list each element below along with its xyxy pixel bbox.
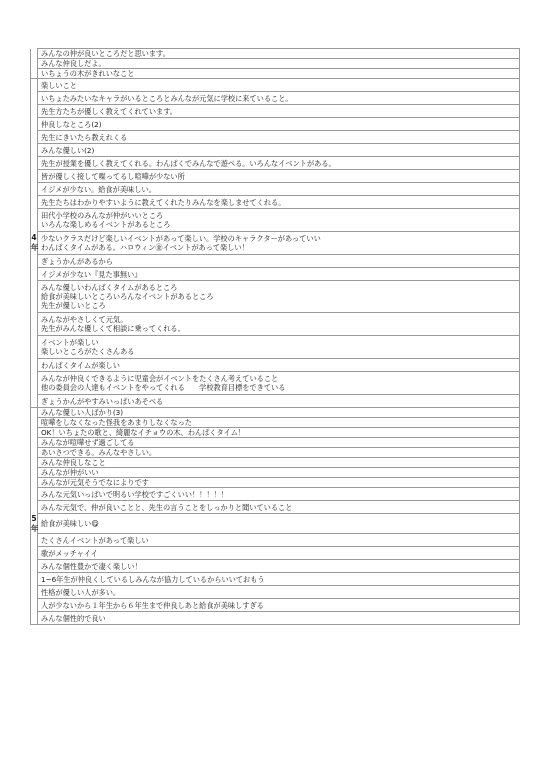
comment-text: いろんな楽しめるイベントがあるところ	[41, 220, 171, 229]
comment-cell	[38, 501, 520, 514]
comment-text: あいさつできる。みんなやさしい。	[41, 448, 157, 457]
table-row	[31, 514, 520, 534]
table-row	[31, 232, 520, 255]
grade-cell	[31, 408, 38, 418]
comment-cell	[38, 418, 520, 428]
table-row	[31, 488, 520, 501]
comment-text: 楽しいこと	[41, 80, 77, 90]
table-row	[31, 448, 520, 458]
comment-text: みんな優しい人ばかり(3)	[41, 408, 124, 417]
grade-cell	[31, 560, 38, 573]
grade-cell	[31, 448, 38, 458]
grade-cell	[31, 418, 38, 428]
survey-table-body	[31, 49, 520, 625]
comment-text: いちょうの木がきれいなこと	[41, 69, 135, 78]
comment-text: イベントが楽しい	[41, 338, 99, 347]
table-row	[31, 599, 520, 612]
comment-text: 1~6年生が仲良くしているしみんなが協力しているからいいておもう	[41, 574, 265, 584]
grade-cell	[31, 468, 38, 478]
comment-cell	[38, 458, 520, 468]
comment-text: みんな個性豊かで凄く楽しい！	[41, 561, 142, 571]
comment-cell	[38, 131, 520, 144]
comment-text: みんながやさしくて元気。	[41, 315, 128, 324]
comment-cell	[38, 586, 520, 599]
grade-cell	[31, 395, 38, 408]
table-row	[31, 468, 520, 478]
table-row	[31, 395, 520, 408]
grade-cell	[31, 599, 38, 612]
comment-text: 少ないクラスだけど楽しいイベントがあって楽しい。学校のキャラクターがあっていい	[41, 234, 321, 243]
comment-cell	[38, 59, 520, 69]
table-row	[31, 359, 520, 372]
comment-text: 楽しいところがたくさんある	[41, 347, 135, 356]
comment-text: 他の委員会の人達もイベントをやってくれる 学校教育目標をできている	[41, 383, 286, 392]
grade-cell	[31, 428, 38, 438]
comment-text: みんな仲良しなこと	[41, 458, 106, 467]
comment-cell	[38, 534, 520, 547]
table-row	[31, 144, 520, 157]
comment-text: 仲良しなところ(2)	[41, 119, 102, 129]
comment-cell	[38, 209, 520, 232]
comment-text: たくさんイベントがあって楽しい	[41, 535, 149, 545]
table-row	[31, 92, 520, 105]
comment-cell	[38, 514, 520, 534]
comment-text: わんぱくタイムがある。ハロウィン㊎イベントがあって楽しい！	[41, 243, 249, 252]
comment-cell	[38, 268, 520, 281]
grade-cell	[31, 438, 38, 448]
grade-cell	[31, 49, 38, 59]
table-row	[31, 118, 520, 131]
table-row	[31, 49, 520, 59]
comment-text: みんなの仲が良いところだと思います。	[41, 49, 170, 58]
comment-text: 喧嘩をしなくなった怪我をあまりしなくなった	[41, 418, 192, 427]
comment-cell	[38, 612, 520, 625]
comment-cell	[38, 438, 520, 448]
table-row	[31, 573, 520, 586]
table-row	[31, 79, 520, 92]
grade-cell	[31, 209, 38, 232]
table-row	[31, 313, 520, 336]
grade-cell	[31, 547, 38, 560]
grade-cell	[31, 92, 38, 105]
table-row	[31, 478, 520, 488]
comment-text: イジメが少ない『見た事無い』	[41, 269, 142, 279]
comment-cell	[38, 183, 520, 196]
survey-table	[30, 48, 520, 625]
comment-text: みんなが仲良くできるように児童会がイベントをたくさん考えていること	[41, 374, 279, 383]
comment-text: 性格が優しい人が多い。	[41, 587, 121, 597]
table-row	[31, 59, 520, 69]
grade-label-grade5	[31, 514, 38, 534]
comment-text: 先生たちはわかりやすいように教えてくれたりみんなを楽しませてくれる。	[41, 197, 286, 207]
comment-cell	[38, 395, 520, 408]
comment-cell	[38, 547, 520, 560]
table-row	[31, 547, 520, 560]
comment-cell	[38, 49, 520, 59]
grade-cell	[31, 183, 38, 196]
table-row	[31, 501, 520, 514]
comment-text: 田代小学校のみんなが仲がいいところ	[41, 211, 164, 220]
comment-cell	[38, 92, 520, 105]
comment-cell	[38, 488, 520, 501]
grade-cell	[31, 612, 38, 625]
grade-suffix: 年	[31, 243, 39, 252]
grade-suffix: 年	[31, 523, 39, 533]
comment-text: みんなが喧嘩せず過ごしてる	[41, 438, 135, 447]
grade-cell	[31, 359, 38, 372]
comment-cell	[38, 448, 520, 458]
table-row	[31, 183, 520, 196]
comment-cell	[38, 69, 520, 79]
comment-cell	[38, 105, 520, 118]
table-row	[31, 612, 520, 625]
grade-cell	[31, 488, 38, 501]
table-row	[31, 560, 520, 573]
comment-text: みんな仲良しだよ。	[41, 59, 106, 68]
table-row	[31, 586, 520, 599]
comment-cell	[38, 336, 520, 359]
table-row	[31, 157, 520, 170]
comment-cell	[38, 281, 520, 313]
comment-text: みんな個性的で良い	[41, 613, 106, 623]
comment-text: 給食が美味しいところいろんなイベントがあるところ	[41, 292, 214, 301]
comment-cell	[38, 255, 520, 268]
grade-cell	[31, 79, 38, 92]
grade-cell	[31, 573, 38, 586]
comment-text: 先生方たちが優しく教えてくれています。	[41, 106, 177, 116]
grade-cell	[31, 105, 38, 118]
grade-cell	[31, 586, 38, 599]
comment-text: わんぱくタイムが楽しい	[41, 360, 120, 370]
grade-cell	[31, 157, 38, 170]
comment-cell	[38, 118, 520, 131]
grade-cell	[31, 501, 38, 514]
comment-text: OK！いちょたの歌と、綺麗なイチョウの木、わんぱくタイム！	[41, 428, 246, 437]
comment-text: 給食が美味しい😋	[41, 519, 99, 528]
table-row	[31, 105, 520, 118]
grade-cell	[31, 144, 38, 157]
grade-cell	[31, 313, 38, 336]
grade-cell	[31, 281, 38, 313]
comment-cell	[38, 560, 520, 573]
comment-cell	[38, 359, 520, 372]
table-row	[31, 196, 520, 209]
comment-cell	[38, 157, 520, 170]
table-row	[31, 170, 520, 183]
table-row	[31, 69, 520, 79]
comment-cell	[38, 79, 520, 92]
comment-cell	[38, 599, 520, 612]
comment-cell	[38, 372, 520, 395]
grade-cell	[31, 372, 38, 395]
grade-cell	[31, 69, 38, 79]
comment-cell	[38, 170, 520, 183]
comment-text: 先生が授業を優しく教えてくれる。わんぱくでみんなで遊べる。いろんなイベントがある。	[41, 158, 336, 168]
grade-cell	[31, 196, 38, 209]
comment-text: いちょたみたいなキャラがいるところとみんなが元気に学校に来ていること。	[41, 93, 293, 103]
comment-text: 先生が優しいところ	[41, 301, 106, 310]
comment-cell	[38, 196, 520, 209]
table-row	[31, 336, 520, 359]
comment-text: みんなが元気そうでなによりです	[41, 478, 149, 487]
comment-text: 人が少ないから１年生から６年生まで仲良しあと給食が美味しすぎる	[41, 600, 264, 610]
comment-text: 先生にきいたら教えれくる	[41, 132, 128, 142]
grade-cell	[31, 59, 38, 69]
table-row	[31, 458, 520, 468]
grade-cell	[31, 118, 38, 131]
table-row	[31, 534, 520, 547]
comment-text: ぎょうかんがあるから	[41, 256, 113, 266]
comment-text: みんな元気で、仲が良いことと、先生の言うことをしっかりと聞いていること	[41, 502, 293, 512]
table-row	[31, 255, 520, 268]
comment-cell	[38, 313, 520, 336]
grade-cell	[31, 336, 38, 359]
table-row	[31, 209, 520, 232]
grade-cell	[31, 131, 38, 144]
comment-text: ぎょうかんがやすみいっぱいあそべる	[41, 396, 164, 406]
comment-text: みんな元気いっぱいで明るい学校ですごくいい！！！！！	[41, 489, 228, 499]
grade-cell	[31, 478, 38, 488]
comment-text: 歌がメッチャイイ	[41, 548, 98, 558]
comment-text: 皆が優しく接して喋ってるし喧嘩が少ない所	[41, 171, 185, 181]
comment-text: みんな優しい(2)	[41, 145, 95, 155]
comment-cell	[38, 232, 520, 255]
table-row	[31, 438, 520, 448]
comment-text: みんなが仲がいい	[41, 468, 99, 477]
table-row	[31, 408, 520, 418]
table-row	[31, 428, 520, 438]
comment-cell	[38, 468, 520, 478]
grade-cell	[31, 268, 38, 281]
comment-cell	[38, 408, 520, 418]
grade-cell	[31, 534, 38, 547]
comment-text: イジメが少ない。給食が美味しい。	[41, 184, 156, 194]
table-row	[31, 268, 520, 281]
grade-cell	[31, 170, 38, 183]
table-row	[31, 372, 520, 395]
comment-cell	[38, 478, 520, 488]
grade-cell	[31, 255, 38, 268]
grade-number: 5	[31, 513, 37, 523]
grade-label-grade4	[31, 232, 38, 255]
comment-cell	[38, 428, 520, 438]
comment-cell	[38, 573, 520, 586]
comment-cell	[38, 144, 520, 157]
table-row	[31, 131, 520, 144]
comment-text: みんな優しいわんぱくタイムがあるところ	[41, 283, 178, 292]
table-row	[31, 281, 520, 313]
table-row	[31, 418, 520, 428]
grade-number: 4	[31, 233, 37, 242]
comment-text: 先生がみんな優しくて相談に乗ってくれる。	[41, 324, 185, 333]
grade-cell	[31, 458, 38, 468]
